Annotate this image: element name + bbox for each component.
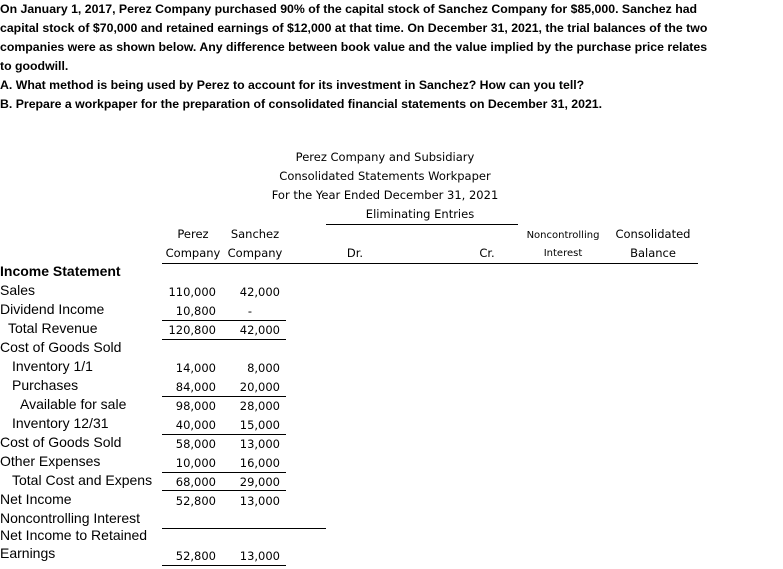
- label-cogs-header: Cost of Goods Sold: [0, 339, 122, 355]
- perez-total-revenue: 120,800: [168, 323, 216, 337]
- label-net-income: Net Income: [0, 491, 72, 507]
- perez-purchases: 84,000: [175, 380, 216, 394]
- label-nci: Noncontrolling Interest: [0, 510, 141, 526]
- col-dr: Dr.: [346, 246, 364, 260]
- header-rule: [162, 263, 698, 264]
- col-cr: Cr.: [479, 246, 495, 260]
- sanchez-other-expenses: 16,000: [239, 456, 280, 470]
- label-inventory-close: Inventory 12/31: [12, 415, 109, 431]
- col-perez-2: Company: [165, 246, 221, 260]
- rule-below-total-cost: [162, 490, 286, 491]
- label-total-revenue: Total Revenue: [8, 320, 98, 336]
- rule-below-other-expenses: [162, 472, 286, 473]
- sanchez-available: 28,000: [239, 399, 280, 413]
- rule-below-total-revenue: [162, 339, 286, 340]
- problem-statement: [0, 0, 783, 114]
- sanchez-net-income: 13,000: [239, 494, 280, 508]
- perez-inventory-close: 40,000: [175, 418, 216, 432]
- perez-available: 98,000: [175, 399, 216, 413]
- rule-above-total-revenue: [162, 320, 286, 321]
- problem-line-3: companies were as shown below. Any difference between book value and the value implied by the purchase price relates: [0, 40, 708, 54]
- perez-net-income: 52,800: [175, 494, 216, 508]
- workpaper-title: Perez Company and Subsidiary: [295, 150, 475, 164]
- workpaper-subtitle: Consolidated Statements Workpaper: [279, 169, 491, 183]
- question-a: A. What method is being used by Perez to account for its investment in Sanchez? How can you tell?: [0, 78, 585, 92]
- eliminating-rule: [326, 224, 518, 225]
- perez-total-cost: 68,000: [175, 475, 216, 489]
- col-nci-1: Noncontrolling: [526, 230, 600, 241]
- section-income-statement: Income Statement: [0, 263, 121, 279]
- question-b: B. Prepare a workpaper for the preparation of consolidated financial statements on December 31, 2021.: [0, 97, 603, 111]
- perez-sales: 110,000: [168, 285, 216, 299]
- label-cogs: Cost of Goods Sold: [0, 434, 122, 450]
- workpaper-period: For the Year Ended December 31, 2021: [271, 188, 499, 202]
- label-dividend-income: Dividend Income: [0, 301, 105, 317]
- label-ni-retained-1: Net Income to Retained: [0, 527, 148, 543]
- sanchez-total-revenue: 42,000: [239, 323, 280, 337]
- sanchez-total-cost: 29,000: [239, 475, 280, 489]
- rule-below-purchases: [162, 396, 286, 397]
- col-consolidated-1: Consolidated: [615, 227, 691, 241]
- rule-below-ni-retained: [162, 565, 286, 566]
- eliminating-entries-header: Eliminating Entries: [365, 207, 475, 221]
- label-sales: Sales: [0, 282, 36, 298]
- col-nci-2: Interest: [543, 248, 583, 259]
- perez-cogs: 58,000: [175, 437, 216, 451]
- sanchez-dividend-income: -: [247, 304, 253, 318]
- col-sanchez-2: Company: [227, 246, 283, 260]
- rule-below-inventory-close: [162, 434, 286, 435]
- label-available: Available for sale: [20, 396, 127, 412]
- perez-ni-retained: 52,800: [175, 549, 216, 563]
- col-consolidated-2: Balance: [630, 246, 676, 260]
- problem-line-4: to goodwill.: [0, 59, 69, 73]
- label-total-cost: Total Cost and Expens: [12, 472, 153, 488]
- sanchez-inventory-open: 8,000: [247, 361, 280, 375]
- col-perez-1: Perez: [177, 227, 209, 241]
- label-purchases: Purchases: [12, 377, 79, 393]
- problem-line-1: On January 1, 2017, Perez Company purchased 90% of the capital stock of Sanchez Company for $85,000. Sanchez had: [0, 2, 698, 16]
- perez-other-expenses: 10,000: [175, 456, 216, 470]
- sanchez-sales: 42,000: [239, 285, 280, 299]
- col-sanchez-1: Sanchez: [230, 227, 280, 241]
- label-other-expenses: Other Expenses: [0, 453, 101, 469]
- sanchez-cogs: 13,000: [239, 437, 280, 451]
- sanchez-inventory-close: 15,000: [239, 418, 280, 432]
- sanchez-purchases: 20,000: [239, 380, 280, 394]
- problem-line-2: capital stock of $70,000 and retained earnings of $12,000 at that time. On December 31, 2021, the trial balances of the two: [0, 21, 708, 35]
- label-inventory-open: Inventory 1/1: [12, 358, 93, 374]
- sanchez-ni-retained: 13,000: [239, 549, 280, 563]
- label-ni-retained-2: Earnings: [0, 545, 56, 561]
- perez-inventory-open: 14,000: [175, 361, 216, 375]
- perez-dividend-income: 10,800: [175, 304, 216, 318]
- rule-below-nci: [162, 528, 326, 529]
